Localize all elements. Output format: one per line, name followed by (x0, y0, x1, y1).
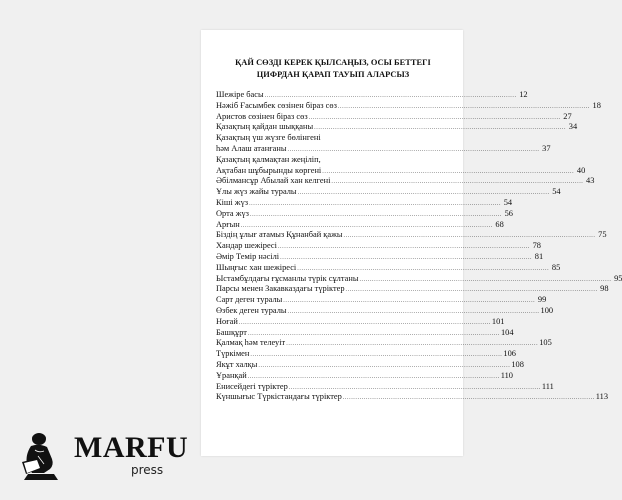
toc-entry-title: Кіші жүз (216, 197, 249, 207)
toc-entry-page: 100 (540, 305, 554, 315)
toc-entry (216, 370, 513, 382)
logo-wordmark: MARFU (74, 431, 189, 464)
toc-leader-dots: ........................................................................................................................ (249, 200, 502, 207)
toc-leader-dots: ........................................................................................................................ (322, 168, 575, 175)
toc-entry (216, 262, 561, 274)
toc-entry (216, 230, 607, 241)
toc-leader-dots: ........................................................................................................................ (264, 93, 517, 99)
toc-entry-page: 12 (519, 90, 528, 99)
toc-entry-title: Өзбек деген туралы (216, 305, 287, 315)
toc-entry-page: 101 (491, 316, 505, 326)
toc-leader-dots: ........................................................................................................................ (343, 233, 596, 240)
toc-entry-title: Қалмақ һәм телеуіт (216, 338, 286, 348)
toc-entry-page: 98 (600, 284, 609, 294)
toc-entry-page: 104 (500, 327, 514, 337)
toc-entry (216, 165, 586, 177)
toc-leader-dots: ........................................................................................................................ (314, 125, 567, 132)
toc-entry-title: Түркімен (216, 349, 250, 359)
logo-subtitle: press (131, 463, 164, 477)
reader-figure-icon (14, 432, 70, 480)
toc-entry-page: 40 (576, 165, 586, 175)
toc-entry-title: Башқұрт (216, 327, 247, 337)
toc-entry (216, 100, 601, 112)
toc-leader-dots: ........................................................................................................................ (247, 373, 500, 380)
contents-heading (215, 57, 451, 81)
toc-entry (216, 273, 622, 285)
toc-leader-dots: ........................................................................................................................ (238, 319, 491, 326)
toc-leader-dots: ........................................................................................................................ (297, 265, 550, 272)
toc-entry (216, 133, 439, 144)
toc-entry (216, 122, 578, 133)
heading-line-2: ЦИФРДАН ҚАРАП ТАУЫП АЛАРСЫЗ (256, 70, 410, 79)
toc-entry (216, 338, 552, 349)
publisher-logo (14, 432, 204, 480)
toc-entry (216, 176, 595, 187)
toc-entry-page: 78 (532, 241, 541, 251)
toc-leader-dots: ........................................................................................................................ (287, 308, 540, 315)
toc-leader-dots: ........................................................................................................................ (287, 146, 540, 153)
toc-entry-page: 34 (568, 122, 578, 132)
toc-entry-title: Ұранқай (216, 370, 247, 380)
toc-entry (216, 392, 609, 403)
toc-leader-dots: ........................................................................................................................ (297, 190, 550, 197)
toc-leader-dots: ........................................................................................................................ (286, 341, 539, 348)
toc-entry (216, 155, 439, 166)
toc-entry-title: Нәжіб Ғасымбек сөзінен біраз сөз (216, 100, 337, 110)
toc-entry (216, 197, 513, 209)
toc-entry-page: 108 (511, 359, 524, 369)
toc-entry-title: Ноғай (216, 316, 238, 326)
toc-entry (216, 316, 505, 328)
toc-leader-dots: ........................................................................................................................ (288, 384, 541, 391)
toc-entry-title: Қазақтың үш жүзге бөлінгені (216, 133, 321, 143)
toc-entry-page: 106 (503, 349, 516, 359)
toc-leader-dots: ........................................................................................................................ (331, 179, 584, 186)
toc-entry (216, 241, 541, 252)
toc-entry-title: Біздің ұлығ атамыз Құнанбай қажы (216, 230, 343, 240)
toc-entry-title: Якұт халқы (216, 359, 258, 369)
toc-entry (216, 219, 504, 231)
toc-entry (216, 327, 514, 339)
table-of-contents (216, 90, 622, 403)
toc-leader-dots: ........................................................................................................................ (250, 352, 503, 359)
toc-entry-title: Парсы менен Закавказдағы түріктер (216, 284, 345, 294)
toc-entry-page: 54 (503, 197, 513, 207)
toc-entry-page: 43 (586, 176, 595, 186)
toc-leader-dots: ........................................................................................................................ (247, 330, 500, 337)
toc-entry-title: Қазақтың қалмақтан жеңіліп, (216, 154, 321, 164)
toc-leader-dots: ........................................................................................................................ (345, 287, 598, 294)
toc-entry-page: 27 (563, 111, 572, 121)
book-page (201, 30, 622, 456)
toc-entry-title: Күншығыс Түркістандағы түріктер (216, 392, 342, 402)
toc-leader-dots: ........................................................................................................................ (337, 103, 590, 110)
toc-entry (216, 284, 609, 295)
toc-leader-dots: ........................................................................................................................ (277, 244, 530, 251)
toc-entry-page: 113 (595, 392, 609, 402)
toc-entry-page: 75 (598, 230, 607, 240)
toc-entry-page: 54 (552, 187, 561, 197)
toc-entry-title: Хандар шежіресі (216, 241, 277, 251)
toc-entry-title: Шежіре басы (216, 90, 264, 99)
toc-entry-title: Ұлы жүз жайы туралы (216, 187, 297, 197)
toc-leader-dots: ........................................................................................................................ (359, 276, 612, 283)
toc-entry-page: 56 (504, 208, 513, 218)
toc-entry (216, 359, 524, 371)
toc-leader-dots: ........................................................................................................................ (280, 254, 533, 261)
toc-entry-page: 99 (537, 295, 547, 305)
heading-line-1: ҚАЙ СӨЗДІ КЕРЕК ҚЫЛСАҢЫЗ, ОСЫ БЕТТЕГІ (235, 58, 431, 67)
toc-entry-title: Ыстамбұлдағы ғұсманлы түрік сұлтаны (216, 273, 359, 283)
toc-entry-title: Енисейдегі түріктер (216, 381, 288, 391)
toc-entry (216, 251, 544, 263)
toc-entry (216, 90, 528, 101)
toc-entry (216, 187, 561, 198)
toc-entry-page: 105 (539, 338, 552, 348)
toc-leader-dots: ........................................................................................................................ (308, 114, 561, 121)
toc-entry (216, 143, 551, 155)
toc-entry (216, 305, 554, 317)
toc-entry-page: 68 (495, 219, 504, 229)
toc-entry-title: Шыңғыс хан шежіресі (216, 262, 297, 272)
toc-entry-page: 18 (592, 100, 601, 110)
toc-entry (216, 349, 516, 360)
toc-leader-dots: ........................................................................................................................ (249, 211, 502, 218)
toc-entry-page: 95 (614, 273, 622, 283)
toc-leader-dots: ........................................................................................................................ (342, 395, 595, 402)
toc-entry-page: 81 (534, 251, 544, 261)
toc-entry (216, 111, 572, 123)
toc-leader-dots: ........................................................................................................................ (283, 298, 536, 305)
toc-entry-title: Қазақтың қайдан шыққаны (216, 122, 314, 132)
toc-entry-title: Арғын (216, 219, 240, 229)
toc-entry-title: Орта жүз (216, 208, 249, 218)
toc-entry (216, 381, 554, 393)
toc-entry-title: Аристов сөзінен біраз сөз (216, 111, 308, 121)
toc-entry-title: Әмір Темір нәсілі (216, 251, 280, 261)
toc-entry-title: Әбілмансұр Абылай хан келгені (216, 176, 331, 186)
toc-entry-page: 37 (542, 143, 551, 153)
toc-entry-title: Ақтабан шұбырынды көргені (216, 165, 322, 175)
toc-leader-dots: ........................................................................................................................ (258, 362, 511, 369)
toc-entry-title: Сарт деген туралы (216, 295, 283, 305)
toc-entry-page: 85 (551, 262, 561, 272)
toc-entry (216, 295, 547, 306)
toc-entry-page: 110 (500, 370, 513, 380)
toc-entry-page: 111 (541, 381, 554, 391)
toc-entry (216, 208, 513, 220)
toc-leader-dots: ........................................................................................................................ (240, 222, 493, 229)
toc-entry-title: һәм Алаш атанғаны (216, 143, 287, 153)
